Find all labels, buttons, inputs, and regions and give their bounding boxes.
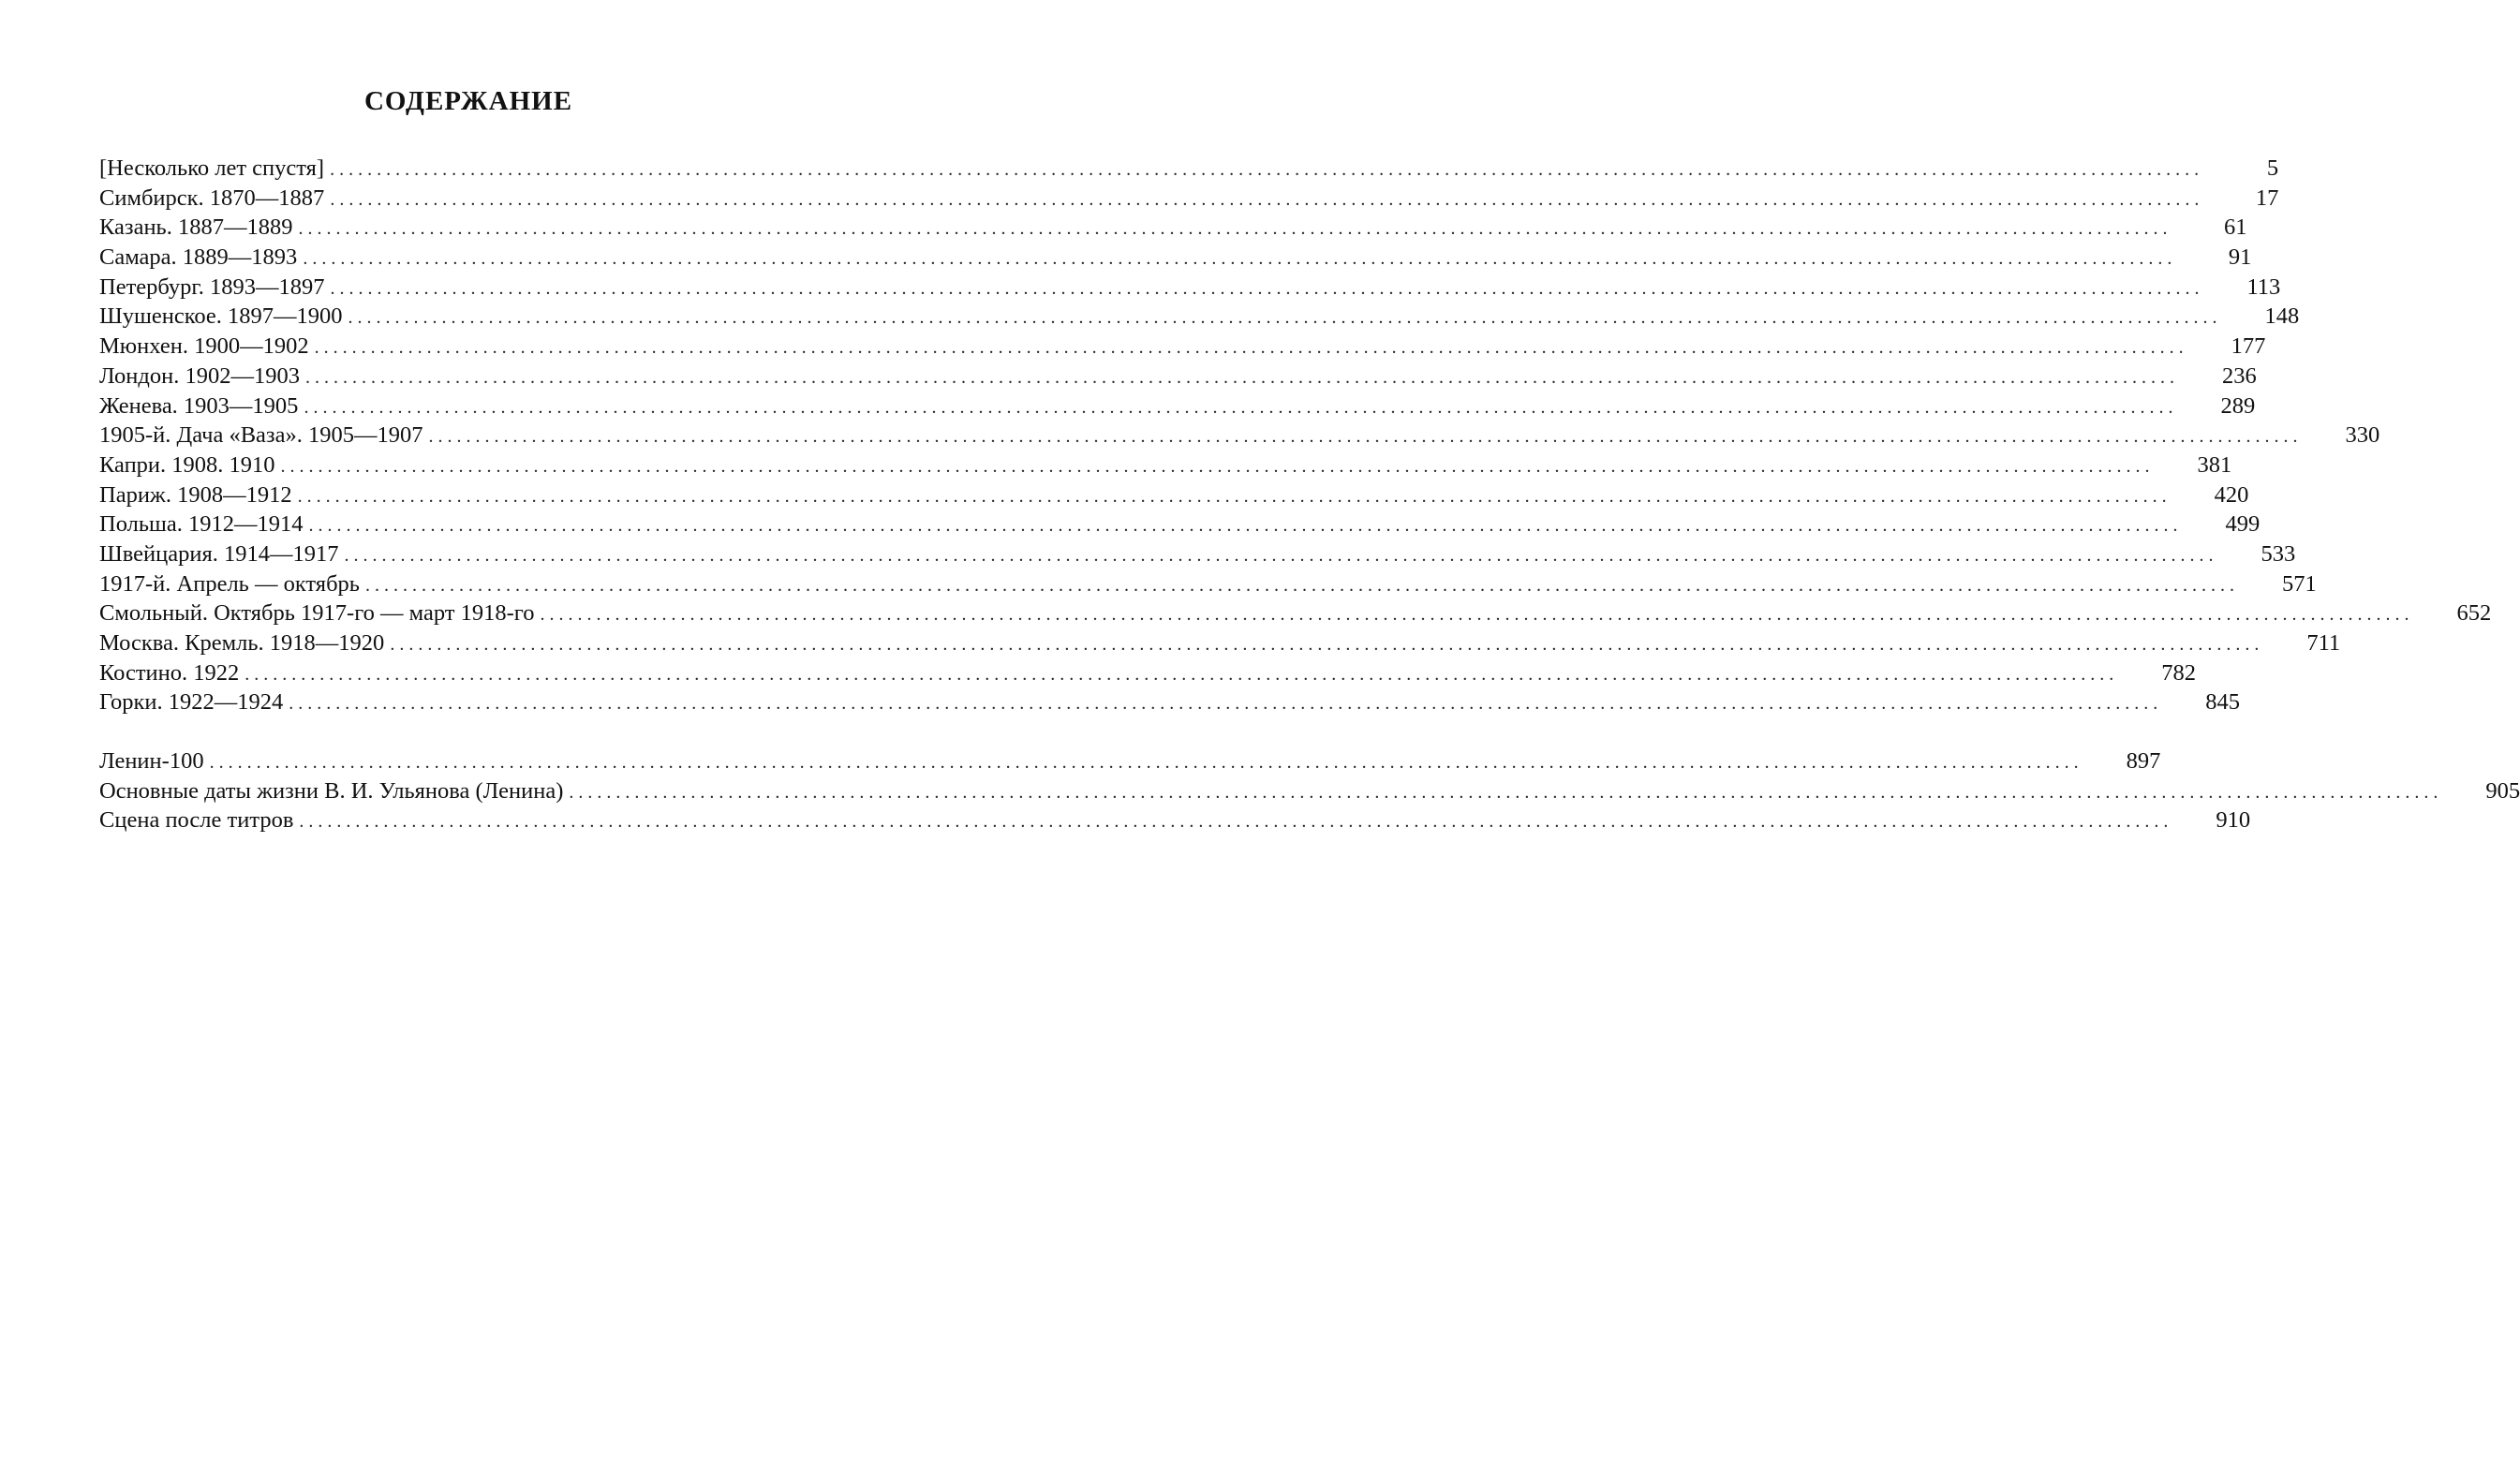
toc-dot-leader: ........................................................................................................................................................................................................	[344, 544, 2218, 566]
toc-entry-title: Париж. 1908—1912	[99, 481, 292, 508]
toc-dot-leader: ........................................................................................................................................................................................................	[308, 515, 2183, 537]
toc-entry	[99, 687, 2241, 717]
toc-entry	[99, 480, 2249, 510]
toc-entry-title: Костино. 1922	[99, 659, 240, 686]
toc-entry-title: Капри. 1908. 1910	[99, 451, 275, 478]
toc-entry-title: Смольный. Октябрь 1917-го — март 1918-го	[99, 600, 535, 627]
toc-entry-page: 652	[2456, 600, 2492, 627]
toc-entry-title: Лондон. 1902—1903	[99, 362, 300, 389]
toc-entry-page: 177	[2231, 333, 2266, 360]
toc-entry	[99, 510, 2261, 539]
toc-entry-page: 782	[2161, 659, 2197, 686]
toc-entry-page: 571	[2281, 570, 2317, 597]
toc-entry-page: 905	[2485, 777, 2520, 804]
toc-entry	[99, 776, 2520, 806]
toc-entry-title: Москва. Кремль. 1918—1920	[99, 630, 385, 656]
toc-extra-list	[99, 746, 2520, 835]
toc-dot-leader: ........................................................................................................................................................................................................	[330, 277, 2204, 299]
toc-entry-page: 381	[2197, 451, 2232, 478]
toc-entry-title: Польша. 1912—1914	[99, 511, 304, 538]
toc-entry-page: 5	[2266, 155, 2279, 181]
toc-entry-title: Симбирск. 1870—1887	[99, 185, 325, 211]
toc-entry-page: 910	[2216, 807, 2251, 834]
toc-entry-page: 113	[2246, 273, 2281, 300]
toc-entry-title: 1917-й. Апрель — октябрь	[99, 570, 360, 597]
toc-dot-leader: ........................................................................................................................................................................................................	[569, 781, 2443, 803]
toc-entry	[99, 746, 2161, 776]
toc-dot-leader: ........................................................................................................................................................................................................	[297, 485, 2172, 507]
toc-entry-title: Петербург. 1893—1897	[99, 273, 325, 300]
toc-dot-leader: ........................................................................................................................................................................................................	[304, 396, 2178, 418]
toc-entry-page: 236	[2221, 362, 2257, 389]
toc-entry-page: 420	[2214, 481, 2249, 508]
toc-entry-title: Шушенское. 1897—1900	[99, 303, 343, 330]
toc-entry	[99, 392, 2256, 421]
toc-dot-leader: ........................................................................................................................................................................................................	[428, 426, 2303, 448]
toc-dot-leader: ........................................................................................................................................................................................................	[330, 159, 2204, 180]
page-title: СОДЕРЖАНИЕ	[363, 86, 573, 116]
toc-entry-page: 17	[2255, 185, 2279, 211]
toc-entry	[99, 273, 2281, 303]
toc-entry-title: Швейцария. 1914—1917	[99, 540, 339, 567]
toc-dot-leader: ........................................................................................................................................................................................................	[280, 455, 2155, 477]
toc-dot-leader: ........................................................................................................................................................................................................	[390, 634, 2264, 655]
toc-dot-leader: ........................................................................................................................................................................................................	[245, 663, 2119, 685]
toc-entry	[99, 421, 2380, 451]
toc-entry	[99, 658, 2197, 688]
toc-entry-title: Женева. 1903—1905	[99, 392, 299, 419]
toc-entry	[99, 805, 2251, 835]
toc-entry	[99, 451, 2232, 480]
toc-entry-title: Самара. 1889—1893	[99, 244, 298, 271]
toc-entry-page: 711	[2306, 630, 2341, 656]
toc-entry-page: 61	[2223, 214, 2247, 241]
toc-entry-title: Ленин-100	[99, 748, 204, 774]
toc-dot-leader: ........................................................................................................................................................................................................	[303, 248, 2177, 270]
toc-entry	[99, 302, 2300, 332]
toc-dot-leader: ........................................................................................................................................................................................................	[209, 752, 2083, 773]
toc-entry-title: Сцена после титров	[99, 807, 294, 834]
toc-dot-leader: ........................................................................................................................................................................................................	[289, 693, 2163, 715]
toc-entry-page: 499	[2225, 511, 2261, 538]
toc-entry-title: Горки. 1922—1924	[99, 689, 284, 716]
toc-entry-title: 1905-й. Дача «Ваза». 1905—1907	[99, 422, 423, 449]
toc-entry	[99, 243, 2252, 273]
toc-dot-leader: ........................................................................................................................................................................................................	[540, 604, 2414, 626]
toc-entry-page: 330	[2345, 422, 2380, 449]
toc-entry-page: 897	[2126, 748, 2161, 774]
toc-entry	[99, 598, 2492, 628]
toc-entry	[99, 332, 2266, 362]
toc-entry	[99, 628, 2341, 658]
toc-entry	[99, 213, 2247, 243]
toc-main-list	[99, 154, 2492, 717]
toc-dot-leader: ........................................................................................................................................................................................................	[364, 574, 2239, 596]
toc-entry-page: 533	[2261, 540, 2296, 567]
toc-dot-leader: ........................................................................................................................................................................................................	[299, 811, 2173, 833]
toc-dot-leader: ........................................................................................................................................................................................................	[304, 366, 2179, 388]
toc-dot-leader: ........................................................................................................................................................................................................	[330, 188, 2204, 210]
toc-entry-title: Казань. 1887—1889	[99, 214, 293, 241]
toc-entry-page: 148	[2264, 303, 2300, 330]
toc-entry-page: 289	[2220, 392, 2256, 419]
toc-entry	[99, 539, 2296, 569]
toc-entry-title: [Несколько лет спустя]	[99, 155, 325, 181]
toc-entry-title: Основные даты жизни В. И. Ульянова (Ленина)	[99, 777, 564, 804]
toc-entry	[99, 362, 2257, 392]
toc-entry-title: Мюнхен. 1900—1902	[99, 333, 309, 360]
toc-dot-leader: ........................................................................................................................................................................................................	[314, 337, 2188, 359]
toc-dot-leader: ........................................................................................................................................................................................................	[348, 307, 2222, 329]
toc-entry-page: 91	[2228, 244, 2252, 271]
toc-dot-leader: ........................................................................................................................................................................................................	[298, 218, 2172, 240]
toc-entry	[99, 569, 2317, 599]
toc-entry-page: 845	[2205, 689, 2241, 716]
toc-entry	[99, 184, 2279, 214]
toc-entry	[99, 154, 2279, 184]
